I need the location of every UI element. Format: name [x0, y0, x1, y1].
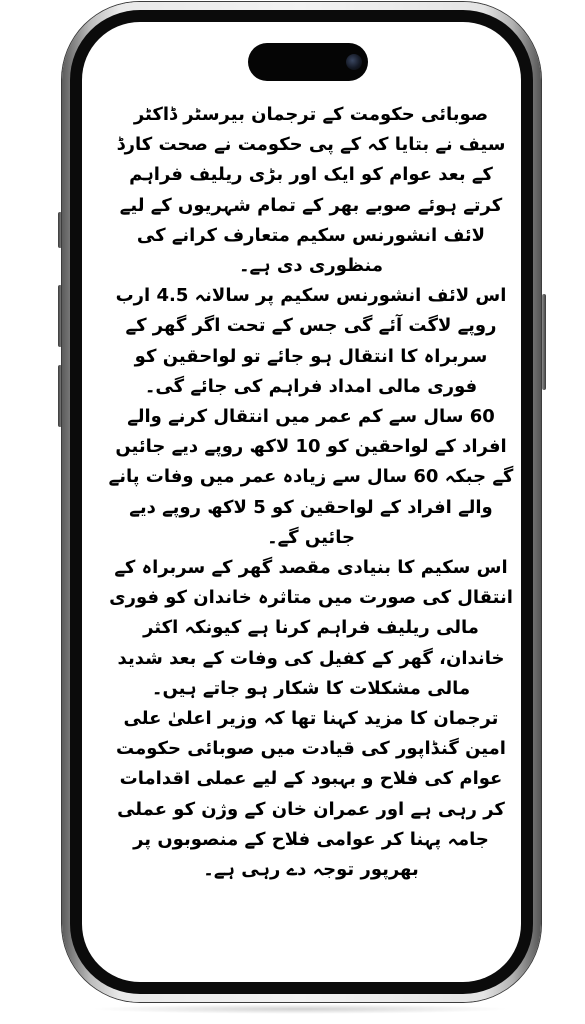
article-paragraph-3: 60 سال سے کم عمر میں انتقال کرنے والے افراد کے لواحقین کو 10 لاکھ روپے دیے جائیں گے جبکہ 60 سال سے زیادہ عمر میں وفات پانے والے افراد کے لواحقین کو 5 لاکھ روپے دیے جائیں گے۔: [108, 406, 514, 548]
phone-shadow: [90, 1004, 510, 1014]
article-paragraph-1: صوبائی حکومت کے ترجمان بیرسٹر ڈاکٹر سیف نے بتایا کہ کے پی حکومت نے صحت کارڈ کے بعد عوام کو ایک اور بڑی ریلیف فراہم کرتے ہوئے صوبے بھر کے تمام شہریوں کے لیے لائف انشورنس سکیم متعارف کرانے کی منظوری دی ہے۔: [116, 104, 506, 277]
phone-frame: [62, 2, 541, 1002]
article-paragraph-2: اس لائف انشورنس سکیم پر سالانہ 4.5 ارب روپے لاگت آئے گی جس کے تحت اگر گھر کے سربراہ کا انتقال ہو جائے تو لواحقین کو فوری مالی امداد فراہم کی جائے گی۔: [115, 285, 507, 397]
phone-bezel: [70, 10, 533, 994]
dynamic-island: [248, 43, 368, 81]
news-article: [108, 100, 514, 885]
phone-screen[interactable]: [82, 22, 521, 982]
article-paragraph-5: ترجمان کا مزید کہنا تھا کہ وزیر اعلیٰ علی امین گنڈاپور کی قیادت میں صوبائی حکومت عوام کی فلاح و بہبود کے لیے عملی اقدامات کر رہی ہے اور عمران خان کے وژن کو عملی جامہ پہنا کر عوامی فلاح کے منصوبوں پر بھرپور توجہ دے رہی ہے۔: [116, 708, 506, 881]
article-paragraph-4: اس سکیم کا بنیادی مقصد گھر کے سربراہ کے انتقال کی صورت میں متاثرہ خاندان کو فوری مالی ریلیف فراہم کرنا ہے کیونکہ اکثر خاندان، گھر کے کفیل کی وفات کے بعد شدید مالی مشکلات کا شکار ہو جاتے ہیں۔: [109, 557, 513, 699]
front-camera-icon: [346, 54, 362, 70]
power-button: [542, 294, 546, 390]
